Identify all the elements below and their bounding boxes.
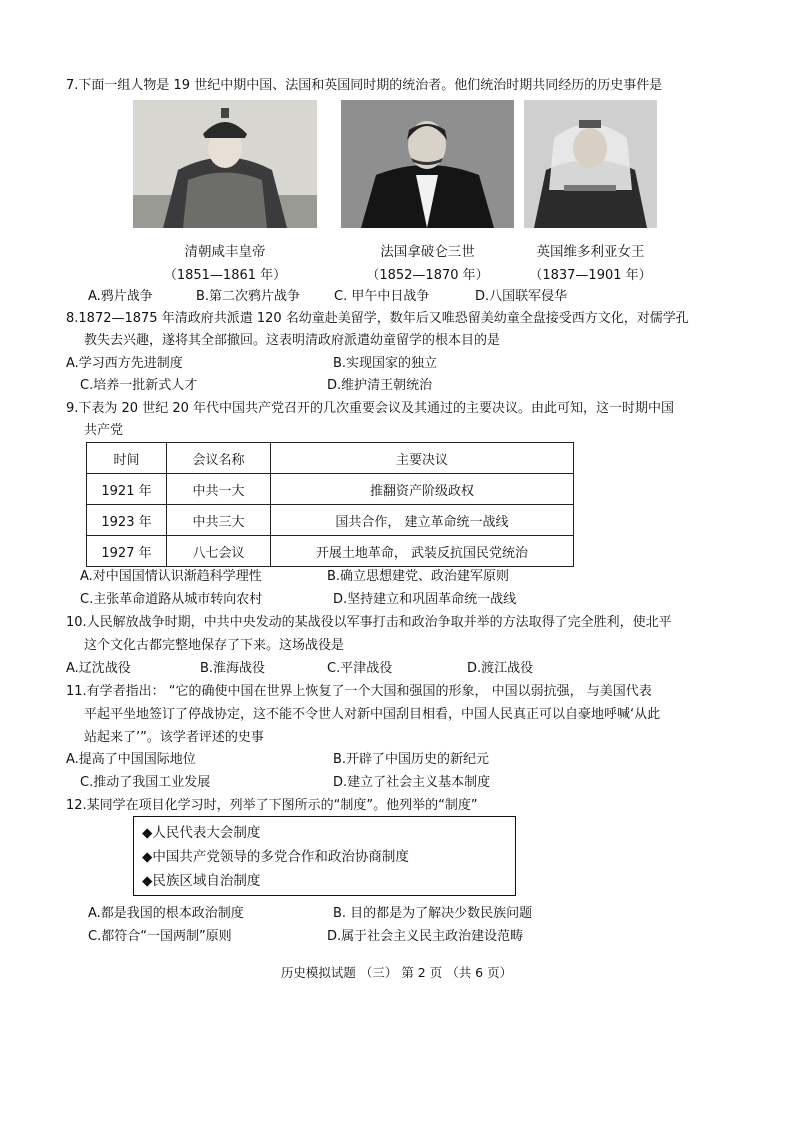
q12-system-box	[133, 816, 516, 896]
q11-option-c: C.推动了我国工业发展	[80, 775, 211, 790]
q9-option-d: D.坚持建立和巩固革命统一战线	[333, 592, 517, 607]
q9-stem-line-1: 9.下表为 20 世纪 20 年代中国共产党召开的几次重要会议及其通过的主要决议。由此可知，这一时期中国	[66, 401, 675, 416]
q9-option-b: B.确立思想建党、政治建军原则	[327, 569, 510, 584]
q10-stem-line-1: 10.人民解放战争时期，中共中央发动的某战役以军事打击和政治争取并举的方法取得了完全胜利，使北平	[66, 615, 672, 630]
q9-option-c: C.主张革命道路从城市转向农村	[80, 592, 263, 607]
q9-stem-line-2: 共产党	[84, 423, 124, 438]
q12-option-d: D.属于社会主义民主政治建设范畴	[327, 929, 524, 944]
table-cell: 1921 年	[87, 474, 167, 505]
victoria-caption: 英国维多利亚女王	[536, 244, 645, 260]
q12-option-a: A.都是我国的根本政治制度	[88, 906, 244, 921]
q12-option-c: C.都符合“一国两制”原则	[88, 929, 232, 944]
q11-stem-line-1: 11.有学者指出： “它的确使中国在世界上恢复了一个大国和强国的形象， 中国以弱抗强， 与美国代表	[66, 684, 652, 699]
q8-option-d: D.维护清王朝统治	[327, 378, 433, 393]
q10-option-b: B.淮海战役	[200, 661, 266, 676]
table-cell: 中共一大	[167, 474, 271, 505]
q7-option-d: D.八国联军侵华	[475, 289, 568, 304]
q8-stem-line-1: 8.1872—1875 年清政府共派遣 120 名幼童赴美留学，数年后又唯恐留美幼童全盘接受西方文化，对儒学孔	[66, 311, 689, 326]
q8-option-c: C.培养一批新式人才	[80, 378, 198, 393]
q8-stem-line-2: 教失去兴趣，遂将其全部撤回。这表明清政府派遣幼童留学的根本目的是	[84, 333, 501, 348]
napoleon-iii-portrait	[341, 100, 514, 228]
q7-option-a: A.鸦片战争	[88, 289, 153, 304]
q8-option-b: B.实现国家的独立	[333, 356, 438, 371]
q7-option-b: B.第二次鸦片战争	[196, 289, 301, 304]
page-footer: 历史模拟试题 （三） 第 2 页 （共 6 页）	[280, 965, 513, 980]
table-header-cell: 主要决议	[271, 443, 574, 474]
table-cell: 中共三大	[167, 505, 271, 536]
table-cell: 1923 年	[87, 505, 167, 536]
q8-option-a: A.学习西方先进制度	[66, 356, 183, 371]
table-cell: 1927 年	[87, 536, 167, 567]
q12-option-b: B. 目的都是为了解决少数民族问题	[333, 906, 533, 921]
table-cell: 八七会议	[167, 536, 271, 567]
q11-option-d: D.建立了社会主义基本制度	[333, 775, 491, 790]
napoleon-caption: 法国拿破仑三世	[380, 244, 475, 260]
q7-stem: 7.下面一组人物是 19 世纪中期中国、法国和英国同时期的统治者。他们统治时期共同经历的历史事件是	[66, 78, 663, 93]
q12-box-item: ◆民族区域自治制度	[142, 873, 261, 889]
q10-stem-line-2: 这个文化古都完整地保存了下来。这场战役是	[84, 638, 345, 653]
napoleon-years: （1852—1870 年）	[366, 268, 489, 283]
q12-box-item: ◆人民代表大会制度	[142, 825, 261, 841]
q9-option-a: A.对中国国情认识渐趋科学理性	[80, 569, 262, 584]
q10-option-d: D.渡江战役	[467, 661, 534, 676]
q10-option-c: C.平津战役	[327, 661, 393, 676]
xianfeng-years: （1851—1861 年）	[163, 268, 287, 283]
table-header-row	[87, 443, 574, 474]
xianfeng-caption: 清朝咸丰皇帝	[184, 244, 266, 260]
table-cell: 国共合作， 建立革命统一战线	[271, 505, 574, 536]
table-row	[87, 505, 574, 536]
q12-stem: 12.某同学在项目化学习时，列举了下图所示的“制度”。他列举的“制度”	[66, 798, 478, 813]
table-row	[87, 474, 574, 505]
q10-option-a: A.辽沈战役	[66, 661, 131, 676]
table-header-cell: 会议名称	[167, 443, 271, 474]
q11-stem-line-2: 平起平坐地签订了停战协定，这不能不令世人对新中国刮目相看，中国人民真正可以自豪地呼喊‘从此	[84, 707, 661, 722]
q11-option-a: A.提高了中国国际地位	[66, 752, 196, 767]
q12-box-item: ◆中国共产党领导的多党合作和政治协商制度	[142, 849, 409, 865]
q11-option-b: B.开辟了中国历史的新纪元	[333, 752, 490, 767]
q7-option-c: C. 甲午中日战争	[334, 289, 430, 304]
victoria-portrait	[524, 100, 657, 228]
table-cell: 推翻资产阶级政权	[271, 474, 574, 505]
q11-stem-line-3: 站起来了’”。该学者评述的史事	[84, 730, 264, 745]
victoria-years: （1837—1901 年）	[529, 268, 652, 283]
table-cell: 开展土地革命， 武装反抗国民党统治	[271, 536, 574, 567]
xianfeng-portrait	[133, 100, 317, 228]
table-row	[87, 536, 574, 567]
q9-meetings-table	[86, 442, 574, 567]
table-header-cell: 时间	[87, 443, 167, 474]
